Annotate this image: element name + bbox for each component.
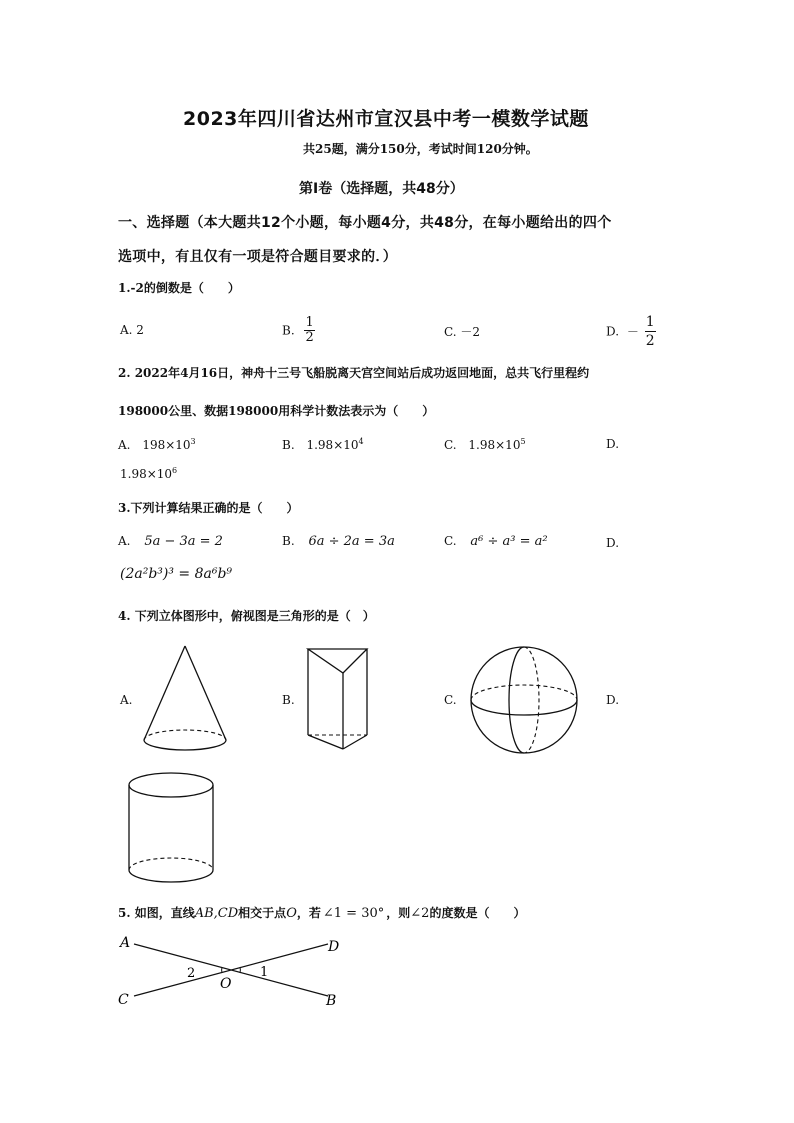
stem-text: 相交于点 — [238, 906, 287, 920]
line-names: AB,CD — [194, 906, 239, 921]
q3-option-a — [118, 534, 223, 549]
q2-option-c — [444, 437, 526, 452]
option-label: C. — [444, 534, 457, 548]
q1-option-b — [282, 316, 315, 345]
sphere-figure — [467, 643, 581, 757]
q1-option-a: A. 2 — [120, 323, 144, 337]
triangular-prism-figure — [303, 643, 373, 753]
option-value: 1.98×10 — [306, 438, 359, 452]
stem-text: ，则 — [386, 906, 411, 920]
q3-option-b — [282, 534, 395, 549]
q2-option-d — [120, 466, 177, 481]
option-value: 1.98×10 — [468, 438, 521, 452]
option-value: 198×10 — [142, 438, 191, 452]
q2-option-d-label: D. — [606, 437, 620, 451]
denominator: 2 — [305, 330, 314, 345]
q4-option-b-label: B. — [282, 693, 295, 707]
label-A: A — [120, 935, 131, 951]
label-C: C — [118, 992, 129, 1008]
option-label: B. — [282, 438, 295, 452]
q4-option-c-label: C. — [444, 693, 457, 707]
numerator: 1 — [645, 314, 655, 330]
option-label: A. — [118, 438, 131, 452]
angle-asked: ∠2 — [410, 906, 430, 921]
cone-figure — [138, 640, 233, 755]
q3-option-c — [444, 534, 548, 549]
angle-given: ∠1 = 30° — [322, 906, 385, 921]
exponent: 6 — [172, 466, 178, 475]
label-D: D — [328, 939, 340, 955]
fraction — [304, 316, 314, 345]
label-B: B — [326, 993, 337, 1009]
q2-option-b — [282, 437, 364, 452]
numerator: 1 — [305, 315, 314, 330]
label-angle-1: 1 — [260, 965, 269, 980]
q1-option-c: C. －2 — [444, 325, 481, 339]
cylinder-figure — [124, 770, 218, 888]
option-value: 5a − 3a = 2 — [144, 534, 223, 549]
option-value: 6a ÷ 2a = 3a — [308, 534, 395, 549]
q3-option-d-label: D. — [606, 536, 620, 550]
stem-text: 的度数是（ ） — [429, 906, 526, 920]
q4-option-d-label: D. — [606, 693, 620, 707]
section-instructions-line2: 选项中，有且仅有一项是符合题目要求的．） — [118, 249, 397, 265]
stem-text: 5. 如图，直线 — [118, 906, 195, 920]
option-value: 1.98×10 — [120, 467, 173, 481]
exponent: 5 — [520, 437, 526, 446]
exponent: 3 — [190, 437, 196, 446]
exam-subtitle: 共25题，满分150分，考试时间120分钟。 — [303, 142, 538, 156]
q2-option-a — [118, 437, 196, 452]
option-label: A. — [118, 534, 131, 548]
q3-option-d: (2a²b³)³ = 8a⁶b⁹ — [120, 566, 233, 582]
label-O: O — [220, 976, 232, 992]
option-label: C. — [444, 438, 457, 452]
question-1-stem: 1.-2的倒数是（ ） — [118, 281, 240, 295]
section-instructions-line1: 一、选择题（本大题共12个小题，每小题4分，共48分，在每小题给出的四个 — [118, 215, 612, 231]
intersecting-lines-figure — [114, 930, 354, 1012]
page-title: 2023年四川省达州市宣汉县中考一模数学试题 — [183, 108, 589, 130]
point-name: O — [286, 906, 297, 921]
option-label: B. — [282, 323, 295, 338]
denominator: 2 — [645, 333, 655, 349]
option-value: a⁶ ÷ a³ = a² — [470, 534, 548, 549]
question-3-stem: 3.下列计算结果正确的是（ ） — [118, 501, 299, 515]
fraction — [645, 313, 656, 350]
label-angle-2: 2 — [187, 966, 196, 981]
question-2-stem-line2: 198000公里、数据198000用科学计数法表示为（ ） — [118, 404, 435, 418]
minus-sign: － — [626, 325, 639, 339]
stem-text: ，若 — [296, 906, 321, 920]
q1-option-d — [606, 313, 656, 350]
question-5-stem — [118, 904, 525, 921]
option-label: B. — [282, 534, 295, 548]
option-label: D. — [606, 324, 620, 339]
q4-option-a-label: A. — [120, 693, 133, 707]
exponent: 4 — [358, 437, 364, 446]
question-4-stem: 4. 下列立体图形中，俯视图是三角形的是（ ） — [118, 609, 375, 623]
part-heading: 第Ⅰ卷（选择题，共48分） — [299, 181, 464, 197]
question-2-stem-line1: 2. 2022年4月16日，神舟十三号飞船脱离天宫空间站后成功返回地面，总共飞行里程约 — [118, 366, 590, 380]
